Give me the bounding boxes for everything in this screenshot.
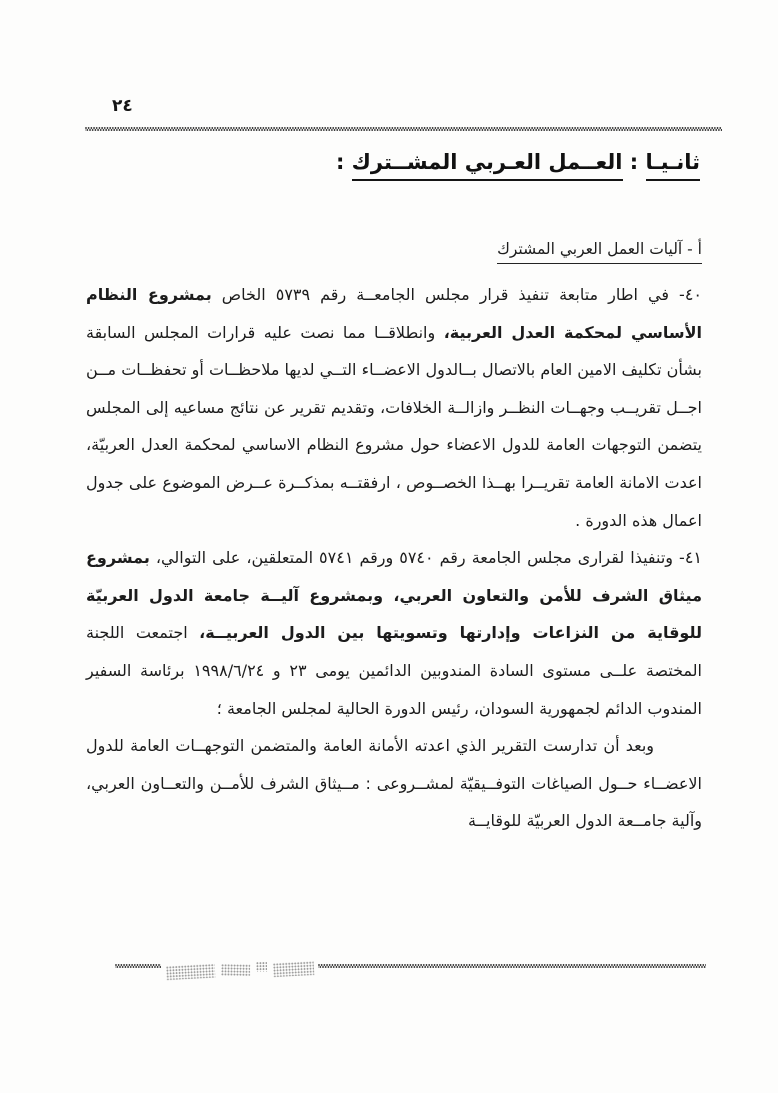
- faded-inscription: [166, 957, 314, 982]
- subsection-heading: [497, 240, 702, 258]
- faded-inscription-mark: [273, 961, 314, 977]
- body-text: [86, 276, 702, 840]
- paragraph-item-40: [86, 276, 702, 539]
- subsection-heading-text: أ - آليات العمل العربي المشترك: [497, 240, 702, 264]
- para40-text-start: ٤٠- في اطار متابعة تنفيذ قرار مجلس الجامعــة رقم ٥٧٣٩ الخاص: [211, 285, 702, 304]
- section-heading-word-1: ثانـيـا: [646, 150, 700, 181]
- para41-bold-phrase: بمشروع ميثاق الشرف للأمن والتعاون العربي، وبمشروع آليــة جامعة الدول العربيّة للوقاية من النزاعات وإدارتها وتسويتها بين الدول العربيــة،: [86, 548, 703, 643]
- faded-inscription-mark: [220, 964, 249, 977]
- footer-rule: [0, 956, 778, 982]
- footer-dotted-segment-left: [115, 964, 161, 968]
- section-heading: [336, 150, 700, 174]
- section-heading-trailing-colon: :: [335, 150, 352, 174]
- para40-text-end: وانطلاقــا مما نصت عليه قرارات المجلس السابقة بشأن تكليف الامين العام بالاتصال بــالدول الاعضــاء التــي لديها ملاحظــات أو تحفظــات مــن اجــل تقريــب وجهــات النظــر وازالــة الخلافات، وتقديم تقرير عن نتائج مساعيه إلى المجلس يتضمن التوجهات العامة للدول الاعضاء حول مشروع النظام الاساسي لمحكمة العدل العربيّة، اعدت الامانة العامة تقريــرا بهــذا الخصــوص ، ارفقتــه بمذكــرة عــرض الموضوع على جدول اعمال هذه الدورة .: [86, 322, 702, 530]
- paragraph-item-41: [86, 539, 702, 727]
- para40-bold-phrase: بمشروع النظام الأساسي لمحكمة العدل العربية،: [86, 285, 703, 342]
- footer-dotted-segment-right: [318, 964, 706, 968]
- para41-text-end: اجتمعت اللجنة المختصة علــى مستوى السادة المندوبين الدائمين يومى ٢٣ و ١٩٩٨/٦/٢٤ برئاسة السفير المندوب الدائم لجمهورية السودان، رئيس الدورة الحالية لمجلس الجامعة ؛: [86, 623, 703, 718]
- faded-inscription-mark: [166, 964, 215, 981]
- section-heading-word-2: العــمل العـربي المشــترك: [352, 150, 623, 181]
- faded-inscription-mark: [255, 962, 267, 972]
- page-number: ٢٤: [112, 96, 133, 116]
- para41-text-start: ٤١- وتنفيذا لقرارى مجلس الجامعة رقم ٥٧٤٠ ورقم ٥٧٤١ المتعلقين، على التوالي،: [149, 548, 703, 568]
- top-dotted-rule: [85, 127, 722, 131]
- paragraph-closing: وبعد أن تدارست التقرير الذي اعدته الأمانة العامة والمتضمن التوجهــات العامة للدول الاعضــاء حــول الصياغات التوفــيقيّة لمشــروعى : مــيثاق الشرف للأمــن والتعــاون العربي، وآلية جامــعة الدول العربيّة للوقايــة: [86, 736, 702, 831]
- section-heading-colon: :: [622, 150, 646, 174]
